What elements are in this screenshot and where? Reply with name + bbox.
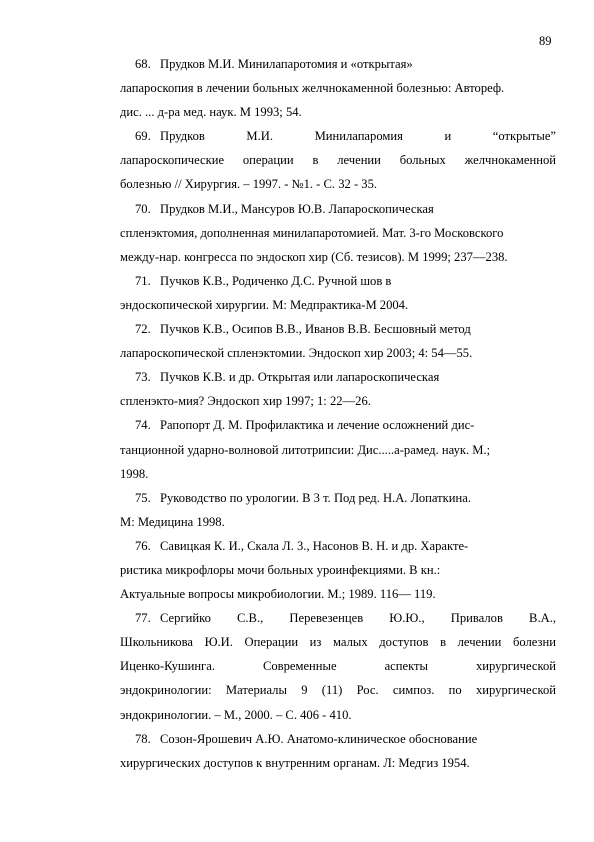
reference-text: Рапопорт Д. М. Профилактика и лечение осложнений дис- xyxy=(160,418,475,433)
reference-line: лапароскопия в лечении больных желчнокаменной болезнью: Автореф. xyxy=(120,81,505,96)
reference-number: 73. xyxy=(135,370,151,385)
reference-number: 77. xyxy=(135,611,151,626)
reference-entry xyxy=(120,727,556,775)
reference-number: 70. xyxy=(135,201,151,216)
reference-entry xyxy=(120,365,556,413)
reference-number: 72. xyxy=(135,322,151,337)
reference-number: 71. xyxy=(135,273,151,288)
reference-entry xyxy=(120,486,556,534)
reference-first-line xyxy=(95,124,556,148)
reference-entry xyxy=(120,52,556,124)
reference-line: болезнью // Хирургия. – 1997. - №1. - С. 32 - 35. xyxy=(120,177,378,192)
reference-text: Пучков К.В., Осипов В.В., Иванов В.В. Бесшовный метод xyxy=(160,322,471,337)
reference-line: хирургических доступов к внутренним органам. Л: Медгиз 1954. xyxy=(120,755,470,770)
reference-text: Прудков М.И. Минилапаромия и “открытые” xyxy=(160,129,556,144)
reference-text: Прудков М.И., Мансуров Ю.В. Лапароскопическая xyxy=(160,201,434,216)
reference-first-line xyxy=(95,52,556,76)
reference-number: 69. xyxy=(135,129,151,144)
reference-entry xyxy=(120,606,556,726)
reference-first-line xyxy=(95,365,556,389)
reference-list xyxy=(120,52,556,775)
reference-entry xyxy=(120,413,556,485)
reference-line: 1998. xyxy=(120,466,149,481)
reference-text: Сергийко С.В., Перевезенцев Ю.Ю., Привалов В.А., xyxy=(160,611,556,626)
reference-line: Актуальные вопросы микробиологии. М.; 1989. 116— 119. xyxy=(120,587,436,602)
reference-first-line xyxy=(95,317,556,341)
reference-text: Прудков М.И. Минилапаротомия и «открытая» xyxy=(160,57,413,71)
reference-line: Школьникова Ю.И. Операции из малых доступов в лечении болезни xyxy=(120,635,556,650)
reference-first-line xyxy=(95,727,556,751)
reference-number: 68. xyxy=(135,57,151,71)
reference-first-line xyxy=(95,534,556,558)
reference-line: эндокринологии: Материалы 9 (11) Рос. симпоз. по хирургической xyxy=(120,683,556,698)
reference-first-line xyxy=(95,197,556,221)
reference-number: 75. xyxy=(135,490,151,505)
reference-line: Иценко-Кушинга. Современные аспекты хирургической xyxy=(120,659,556,674)
reference-line: между-нар. конгресса по эндоскоп хир (Сб. тезисов). М 1999; 237—238. xyxy=(120,249,508,264)
reference-text: Руководство по урологии. В 3 т. Под ред. Н.А. Лопаткина. xyxy=(160,490,471,505)
reference-entry xyxy=(120,317,556,365)
reference-line: ристика микрофлоры мочи больных уроинфекциями. В кн.: xyxy=(120,562,441,577)
reference-line: лапароскопической спленэктомии. Эндоскоп хир 2003; 4: 54—55. xyxy=(120,346,473,361)
reference-line: танционной ударно-волновой литотрипсии: Дис.....а-рамед. наук. М.; xyxy=(120,442,491,457)
reference-line: лапароскопические операции в лечении больных желчнокаменной xyxy=(120,153,556,168)
reference-text: Пучков К.В., Родиченко Д.С. Ручной шов в xyxy=(160,273,392,288)
reference-text: Созон-Ярошевич А.Ю. Анатомо-клиническое обоснование xyxy=(160,731,478,746)
reference-line: эндоскопической хирургии. М: Медпрактика-М 2004. xyxy=(120,297,409,312)
page-number: 89 xyxy=(539,34,552,48)
reference-line: М: Медицина 1998. xyxy=(120,514,225,529)
reference-number: 78. xyxy=(135,731,151,746)
reference-number: 76. xyxy=(135,538,151,553)
reference-text: Пучков К.В. и др. Открытая или лапароскопическая xyxy=(160,370,440,385)
reference-first-line xyxy=(95,269,556,293)
reference-first-line xyxy=(95,413,556,437)
reference-line: эндокринологии. – М., 2000. – С. 406 - 410. xyxy=(120,707,352,722)
reference-line: спленэктомия, дополненная минилапаротомией. Мат. 3-го Московского xyxy=(120,225,504,240)
reference-first-line xyxy=(95,606,556,630)
reference-line: спленэкто-мия? Эндоскоп хир 1997; 1: 22—26. xyxy=(120,394,371,409)
reference-line: дис. ... д-ра мед. наук. М 1993; 54. xyxy=(120,105,302,120)
reference-entry xyxy=(120,124,556,196)
reference-entry xyxy=(120,269,556,317)
reference-entry xyxy=(120,197,556,269)
reference-number: 74. xyxy=(135,418,151,433)
reference-text: Савицкая К. И., Скала Л. 3., Насонов В. Н. и др. Характе- xyxy=(160,538,469,553)
reference-entry xyxy=(120,534,556,606)
reference-first-line xyxy=(95,486,556,510)
